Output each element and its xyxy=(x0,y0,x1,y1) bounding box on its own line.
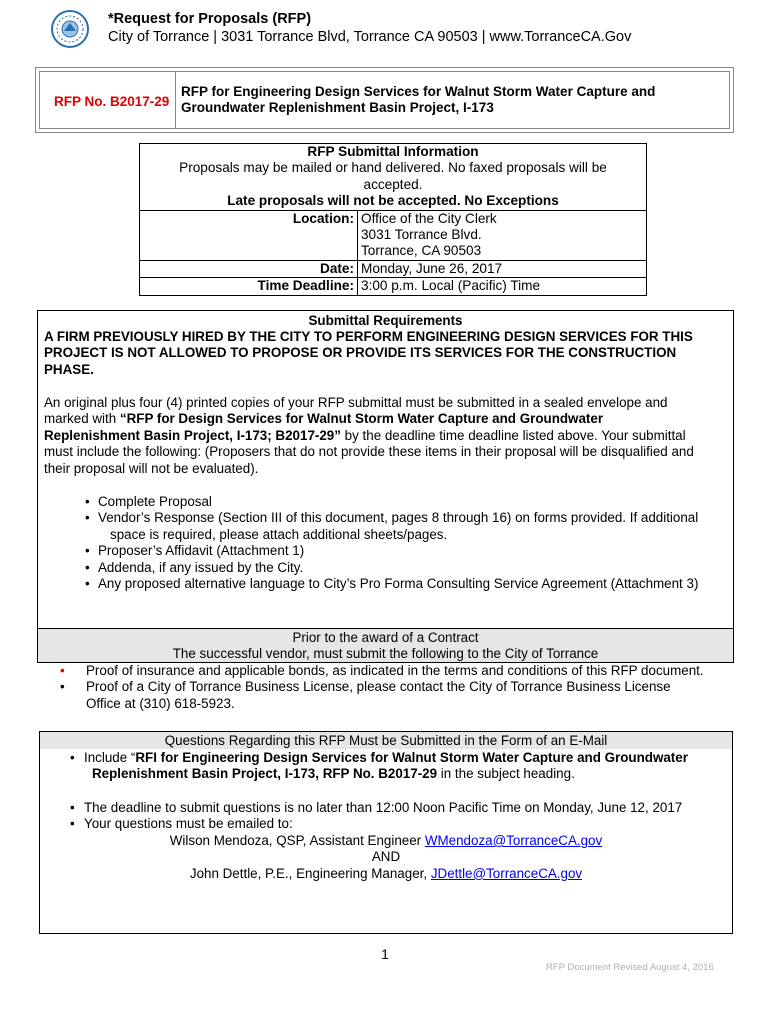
requirements-heading: Submittal Requirements xyxy=(308,313,463,328)
list-item-continuation: Office at (310) 618-5923. xyxy=(86,695,235,711)
submittal-info-line-2: accepted. xyxy=(363,176,423,192)
submittal-info-heading: RFP Submittal Information xyxy=(307,144,479,159)
rfp-title-line-2: Groundwater Replenishment Basin Project, I-173 xyxy=(181,100,494,115)
award-heading-line-2: The successful vendor, must submit the following to the City of Torrance xyxy=(172,646,599,662)
warning-line-1: A FIRM PREVIOUSLY HIRED BY THE CITY TO PERFORM ENGINEERING DESIGN SERVICES FOR THIS xyxy=(44,329,693,344)
list-item: • Vendor’s Response (Section III of this document, pages 8 through 16) on forms provided. If additional xyxy=(85,510,699,526)
page-number: 1 xyxy=(381,946,389,962)
location-line-2: 3031 Torrance Blvd. xyxy=(361,227,482,243)
contact-1: Wilson Mendoza, QSP, Assistant Engineer WMendoza@TorranceCA.gov xyxy=(169,833,603,848)
location-line-1: Office of the City Clerk xyxy=(361,210,497,226)
time-deadline-value: 3:00 p.m. Local (Pacific) Time xyxy=(358,278,647,295)
late-proposals-notice: Late proposals will not be accepted. No Exceptions xyxy=(227,193,559,209)
header-title: *Request for Proposals (RFP) xyxy=(108,11,312,27)
list-item: • Proposer’s Affidavit (Attachment 1) xyxy=(85,543,305,559)
location-line-3: Torrance, CA 90503 xyxy=(361,243,482,259)
revision-note: RFP Document Revised August 4, 2016 xyxy=(546,962,714,973)
contacts xyxy=(40,833,732,882)
rfp-title-line-1: RFP for Engineering Design Services for Walnut Storm Water Capture and xyxy=(181,84,656,99)
header-address: City of Torrance | 3031 Torrance Blvd, Torrance CA 90503 | www.TorranceCA.Gov xyxy=(108,29,632,45)
award-heading xyxy=(38,630,733,663)
list-item: • Any proposed alternative language to City’s Pro Forma Consulting Service Agreement (Attachment 3) xyxy=(85,576,699,592)
location-label: Location: xyxy=(140,210,358,260)
questions-list xyxy=(70,800,730,833)
award-list xyxy=(60,663,704,712)
list-item: • Complete Proposal xyxy=(85,494,212,509)
list-item: • Your questions must be emailed to: xyxy=(70,816,293,832)
rfp-number: RFP No. B2017-29 xyxy=(54,94,170,109)
date-value: Monday, June 26, 2017 xyxy=(358,260,647,277)
warning-line-3: PHASE. xyxy=(44,361,94,377)
questions-heading: Questions Regarding this RFP Must be Submitted in the Form of an E-Mail xyxy=(164,733,608,748)
warning-line-2: PROJECT IS NOT ALLOWED TO PROPOSE OR PROVIDE ITS SERVICES FOR THE CONSTRUCTION xyxy=(44,345,677,361)
award-heading-box xyxy=(37,628,734,663)
submittal-requirements-box xyxy=(37,310,734,630)
city-seal-logo xyxy=(50,9,90,49)
list-item: • The deadline to submit questions is no later than 12:00 Noon Pacific Time on Monday, June 12, 2017 xyxy=(70,800,683,815)
contact-1-email-link[interactable]: WMendoza@TorranceCA.gov xyxy=(424,833,603,848)
submittal-info-table xyxy=(139,143,647,296)
date-label: Date: xyxy=(140,260,358,277)
location-value xyxy=(358,210,647,260)
para-line-5: their proposal will not be evaluated). xyxy=(44,460,259,476)
list-item: • Proof of insurance and applicable bonds, as indicated in the terms and conditions of this RFP document. xyxy=(60,663,704,678)
para-line-1: An original plus four (4) printed copies of your RFP submittal must be submitted in a sealed envelope and xyxy=(44,395,668,410)
requirements-list xyxy=(38,494,698,592)
requirements-warning xyxy=(44,329,693,378)
rfp-title xyxy=(181,84,655,116)
questions-include: • Include “RFI for Engineering Design Services for Walnut Storm Water Capture and Groundwater Replenishment Basin Project, I-173, RFP No. B2017-29 in the subject heading. xyxy=(70,750,688,782)
contact-2: John Dettle, P.E., Engineering Manager, JDettle@TorranceCA.gov xyxy=(189,865,583,881)
list-item: • Proof of a City of Torrance Business License, please contact the City of Torrance Business License xyxy=(60,679,671,695)
para-line-4: must include the following: (Proposers that do not provide these items in their proposal will be disqualified and xyxy=(44,444,694,460)
contacts-and: AND xyxy=(371,849,401,865)
rfp-title-box xyxy=(35,67,734,133)
para-line-3: Replenishment Basin Project, I-173; B2017-29” by the deadline time deadline listed above. Your submittal xyxy=(44,427,686,443)
contact-2-email-link[interactable]: JDettle@TorranceCA.gov xyxy=(430,865,583,881)
questions-box xyxy=(39,731,733,934)
time-deadline-label: Time Deadline: xyxy=(140,278,358,295)
list-item: • Addenda, if any issued by the City. xyxy=(85,559,304,575)
requirements-paragraph xyxy=(44,395,694,477)
list-item-continuation: space is required, please attach additional sheets/pages. xyxy=(110,526,448,542)
submittal-info-line-1: Proposals may be mailed or hand delivered. No faxed proposals will be xyxy=(179,160,607,176)
award-heading-line-1: Prior to the award of a Contract xyxy=(292,630,479,645)
para-line-2: marked with “RFP for Design Services for Walnut Storm Water Capture and Groundwater xyxy=(44,411,604,427)
